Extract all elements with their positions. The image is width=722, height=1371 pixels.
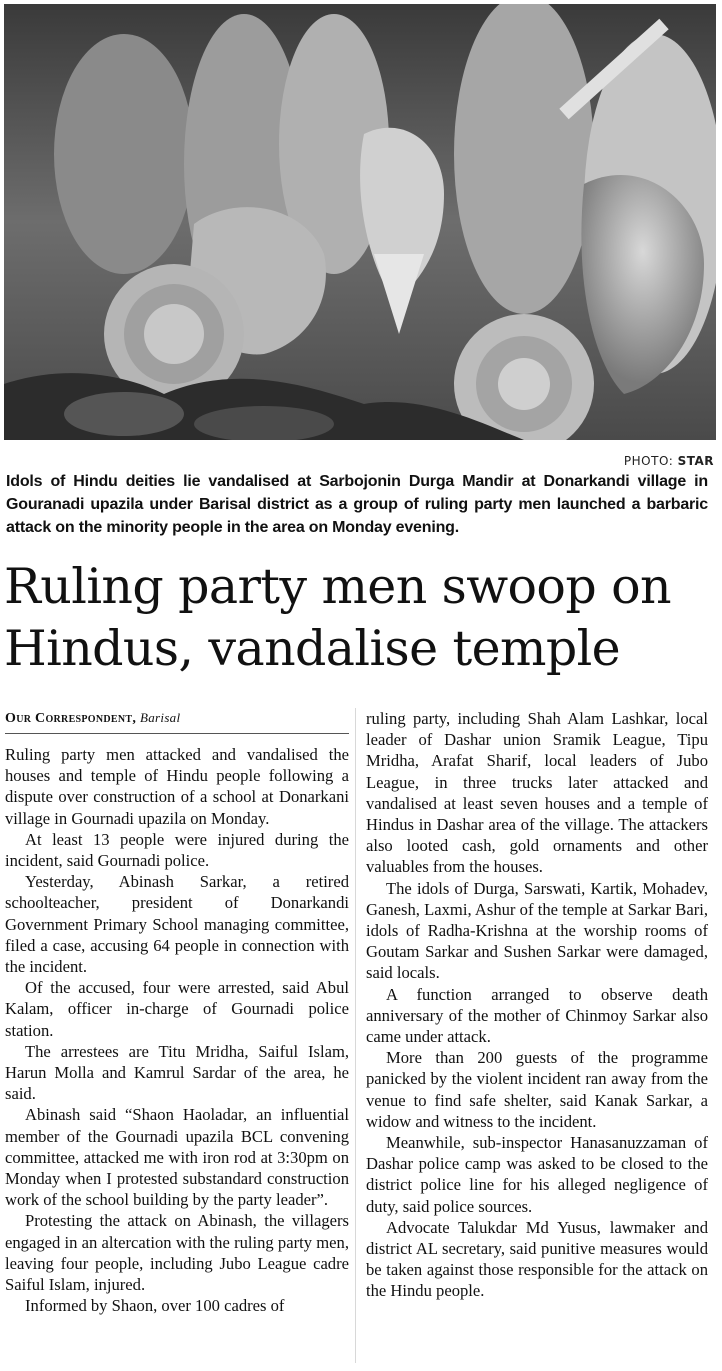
- paragraph: Of the accused, four were arrested, said Abul Kalam, officer in-charge of Gournadi police station.: [5, 978, 349, 1040]
- paragraph: Informed by Shaon, over 100 cadres of: [25, 1296, 285, 1316]
- photo-caption: Idols of Hindu deities lie vandalised at Sarbojonin Durga Mandir at Donarkandi village in Gouranadi upazila under Barisal district as a group of ruling party men launched a barbaric attack on the minority people in the area on Monday evening.: [6, 473, 708, 536]
- byline-place: Barisal: [140, 710, 181, 725]
- paragraph: Advocate Talukdar Md Yusus, lawmaker and district AL secretary, said punitive measures would be taken against those responsible for the attack on the Hindu people.: [366, 1217, 708, 1301]
- headline: Ruling party men swoop on Hindus, vandalise temple: [4, 558, 671, 677]
- article-column-left: [5, 708, 349, 1316]
- news-photo: [4, 4, 716, 440]
- byline: [5, 708, 349, 734]
- column-divider: [355, 708, 356, 1363]
- paragraph: Protesting the attack on Abinash, the villagers engaged in an altercation with the ruling party men, leaving four people, including Jubo League cadre Saiful Islam, injured.: [5, 1211, 349, 1295]
- paragraph: The arrestees are Titu Mridha, Saiful Islam, Harun Molla and Kamrul Sardar of the area, he said.: [5, 1041, 349, 1104]
- paragraph: Ruling party men attacked and vandalised the houses and temple of Hindu people following a dispute over construction of a school at Donarkani village in Gournadi upazila on Monday.: [5, 745, 349, 828]
- paragraph: More than 200 guests of the programme panicked by the violent incident ran away from the venue to find safe shelter, said Kanak Sarkar, a widow and witness to the incident.: [366, 1048, 708, 1131]
- paragraph: ruling party, including Shah Alam Lashkar, local leader of Dashar union Sramik League, Tipu Mridha, Arafat Sharif, local leaders of Jubo League, in three trucks later attacked and vandalised at least seven houses and a temple of Hindus in Dashar area of the village. The attackers also looted cash, gold ornaments and other valuables from the houses.: [366, 709, 708, 877]
- photo-credit-source: STAR: [677, 454, 714, 468]
- byline-name: Our Correspondent,: [5, 711, 137, 726]
- paragraph: At least 13 people were injured during the incident, said Gournadi police.: [5, 829, 349, 871]
- photo-credit-prefix: PHOTO:: [623, 454, 674, 468]
- paragraph: Yesterday, Abinash Sarkar, a retired schoolteacher, president of Donarkandi Government Primary School managing committee, filed a case, accusing 64 people in connection with the incident.: [5, 872, 349, 977]
- article-column-right: [366, 708, 708, 1302]
- photo-credit: [624, 454, 714, 468]
- paragraph: The idols of Durga, Sarswati, Kartik, Mohadev, Ganesh, Laxmi, Ashur of the temple at Sarkar Bari, idols of Radha-Krishna at the worship rooms of Goutam Sarkar and Sushen Sarkar were damaged, said locals.: [366, 878, 708, 983]
- paragraph: Abinash said “Shaon Haoladar, an influential member of the Gournadi upazila BCL convening committee, attacked me with iron rod at 3:30pm on Monday when I protested substandard construction work of the school building by the party leader”.: [5, 1105, 349, 1210]
- paragraph: A function arranged to observe death anniversary of the mother of Chinmoy Sarkar also came under attack.: [366, 984, 708, 1047]
- photo-image: [4, 4, 716, 440]
- paragraph: Meanwhile, sub-inspector Hanasanuzzaman of Dashar police camp was asked to be closed to the district police line for his alleged negligence of duty, said police sources.: [366, 1133, 708, 1216]
